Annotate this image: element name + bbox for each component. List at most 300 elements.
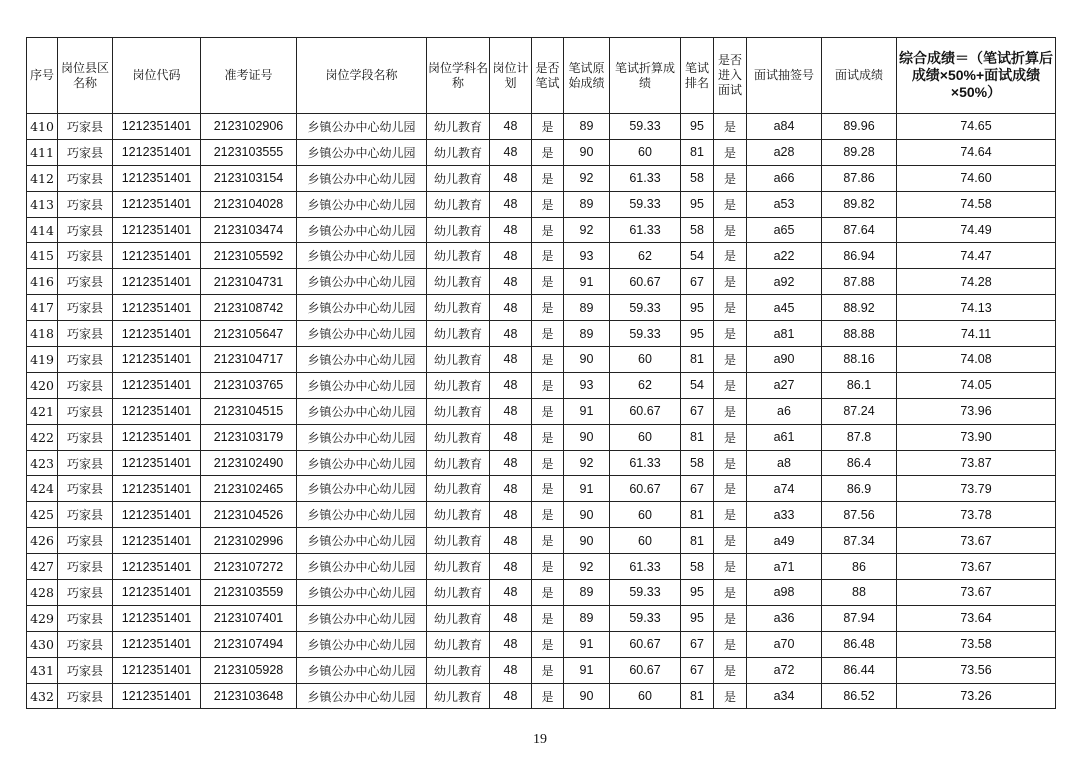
- cell-plan: 48: [490, 372, 532, 398]
- cell-total-score: 73.87: [897, 450, 1056, 476]
- cell-written-rank: 81: [681, 528, 714, 554]
- cell-county: 巧家县: [58, 372, 113, 398]
- cell-draw-number: a90: [747, 347, 822, 373]
- cell-written-rank: 81: [681, 139, 714, 165]
- header-written-converted: 笔试折算成绩: [610, 38, 681, 114]
- cell-admission-no: 2123104717: [201, 347, 297, 373]
- cell-subject: 幼儿教育: [427, 605, 490, 631]
- cell-interview-score: 87.94: [822, 605, 897, 631]
- cell-county: 巧家县: [58, 605, 113, 631]
- cell-interview-entry: 是: [714, 398, 747, 424]
- cell-draw-number: a33: [747, 502, 822, 528]
- cell-admission-no: 2123104028: [201, 191, 297, 217]
- cell-draw-number: a45: [747, 295, 822, 321]
- cell-admission-no: 2123104515: [201, 398, 297, 424]
- cell-admission-no: 2123107272: [201, 554, 297, 580]
- cell-seq: 412: [27, 165, 58, 191]
- cell-stage: 乡镇公办中心幼儿园: [297, 372, 427, 398]
- cell-county: 巧家县: [58, 191, 113, 217]
- cell-written-rank: 95: [681, 605, 714, 631]
- cell-plan: 48: [490, 554, 532, 580]
- cell-draw-number: a98: [747, 580, 822, 606]
- cell-interview-entry: 是: [714, 450, 747, 476]
- cell-written: 是: [532, 347, 564, 373]
- cell-post-code: 1212351401: [113, 217, 201, 243]
- cell-written-raw: 91: [564, 398, 610, 424]
- cell-seq: 422: [27, 424, 58, 450]
- cell-admission-no: 2123103559: [201, 580, 297, 606]
- cell-post-code: 1212351401: [113, 580, 201, 606]
- cell-interview-score: 88.16: [822, 347, 897, 373]
- cell-written-raw: 89: [564, 580, 610, 606]
- cell-draw-number: a92: [747, 269, 822, 295]
- cell-interview-score: 86.9: [822, 476, 897, 502]
- cell-total-score: 73.26: [897, 683, 1056, 709]
- cell-written: 是: [532, 165, 564, 191]
- cell-written-raw: 91: [564, 269, 610, 295]
- cell-subject: 幼儿教育: [427, 528, 490, 554]
- cell-seq: 426: [27, 528, 58, 554]
- cell-written-raw: 89: [564, 191, 610, 217]
- header-plan: 岗位计划: [490, 38, 532, 114]
- cell-interview-score: 86.1: [822, 372, 897, 398]
- cell-written: 是: [532, 295, 564, 321]
- cell-admission-no: 2123102465: [201, 476, 297, 502]
- cell-seq: 417: [27, 295, 58, 321]
- cell-plan: 48: [490, 450, 532, 476]
- table-row: [27, 398, 1056, 424]
- table-row: [27, 114, 1056, 140]
- cell-written-raw: 90: [564, 683, 610, 709]
- cell-plan: 48: [490, 657, 532, 683]
- cell-total-score: 74.60: [897, 165, 1056, 191]
- cell-plan: 48: [490, 139, 532, 165]
- cell-post-code: 1212351401: [113, 398, 201, 424]
- cell-post-code: 1212351401: [113, 372, 201, 398]
- cell-interview-entry: 是: [714, 139, 747, 165]
- cell-draw-number: a81: [747, 321, 822, 347]
- cell-admission-no: 2123107494: [201, 631, 297, 657]
- header-written: 是否笔试: [532, 38, 564, 114]
- cell-written-raw: 89: [564, 321, 610, 347]
- cell-draw-number: a34: [747, 683, 822, 709]
- cell-admission-no: 2123105592: [201, 243, 297, 269]
- cell-stage: 乡镇公办中心幼儿园: [297, 165, 427, 191]
- cell-written: 是: [532, 657, 564, 683]
- cell-stage: 乡镇公办中心幼儿园: [297, 450, 427, 476]
- cell-seq: 428: [27, 580, 58, 606]
- table-row: [27, 139, 1056, 165]
- cell-plan: 48: [490, 347, 532, 373]
- cell-written: 是: [532, 502, 564, 528]
- cell-plan: 48: [490, 502, 532, 528]
- cell-written-converted: 59.33: [610, 321, 681, 347]
- header-seq: 序号: [27, 38, 58, 114]
- cell-interview-score: 86.48: [822, 631, 897, 657]
- table-row: [27, 424, 1056, 450]
- cell-county: 巧家县: [58, 269, 113, 295]
- cell-subject: 幼儿教育: [427, 114, 490, 140]
- cell-total-score: 73.96: [897, 398, 1056, 424]
- cell-stage: 乡镇公办中心幼儿园: [297, 528, 427, 554]
- cell-post-code: 1212351401: [113, 683, 201, 709]
- cell-admission-no: 2123102490: [201, 450, 297, 476]
- cell-written-raw: 93: [564, 372, 610, 398]
- cell-draw-number: a66: [747, 165, 822, 191]
- cell-stage: 乡镇公办中心幼儿园: [297, 269, 427, 295]
- cell-interview-score: 87.24: [822, 398, 897, 424]
- cell-seq: 430: [27, 631, 58, 657]
- header-interview-score: 面试成绩: [822, 38, 897, 114]
- cell-seq: 432: [27, 683, 58, 709]
- cell-county: 巧家县: [58, 398, 113, 424]
- cell-subject: 幼儿教育: [427, 321, 490, 347]
- cell-written-raw: 89: [564, 295, 610, 321]
- table-row: [27, 683, 1056, 709]
- cell-seq: 425: [27, 502, 58, 528]
- cell-seq: 424: [27, 476, 58, 502]
- cell-written: 是: [532, 528, 564, 554]
- cell-total-score: 73.90: [897, 424, 1056, 450]
- cell-written-raw: 89: [564, 114, 610, 140]
- cell-written-rank: 95: [681, 191, 714, 217]
- cell-written-converted: 61.33: [610, 450, 681, 476]
- cell-interview-score: 89.96: [822, 114, 897, 140]
- cell-written-rank: 81: [681, 347, 714, 373]
- page-number: 19: [533, 732, 547, 747]
- cell-interview-entry: 是: [714, 502, 747, 528]
- cell-admission-no: 2123103555: [201, 139, 297, 165]
- cell-written-raw: 90: [564, 424, 610, 450]
- cell-interview-entry: 是: [714, 114, 747, 140]
- cell-county: 巧家县: [58, 631, 113, 657]
- cell-stage: 乡镇公办中心幼儿园: [297, 139, 427, 165]
- cell-total-score: 74.49: [897, 217, 1056, 243]
- cell-interview-score: 87.86: [822, 165, 897, 191]
- cell-plan: 48: [490, 476, 532, 502]
- cell-total-score: 74.47: [897, 243, 1056, 269]
- header-written-raw: 笔试原始成绩: [564, 38, 610, 114]
- cell-written-converted: 60: [610, 528, 681, 554]
- cell-written-rank: 95: [681, 114, 714, 140]
- table-row: [27, 605, 1056, 631]
- cell-interview-score: 88.92: [822, 295, 897, 321]
- cell-admission-no: 2123103765: [201, 372, 297, 398]
- cell-subject: 幼儿教育: [427, 191, 490, 217]
- cell-draw-number: a27: [747, 372, 822, 398]
- cell-interview-entry: 是: [714, 528, 747, 554]
- cell-admission-no: 2123103474: [201, 217, 297, 243]
- cell-county: 巧家县: [58, 217, 113, 243]
- cell-post-code: 1212351401: [113, 295, 201, 321]
- cell-stage: 乡镇公办中心幼儿园: [297, 476, 427, 502]
- cell-interview-entry: 是: [714, 605, 747, 631]
- cell-draw-number: a84: [747, 114, 822, 140]
- cell-written-raw: 91: [564, 657, 610, 683]
- cell-written-converted: 59.33: [610, 114, 681, 140]
- cell-written-raw: 92: [564, 554, 610, 580]
- cell-draw-number: a6: [747, 398, 822, 424]
- cell-admission-no: 2123104731: [201, 269, 297, 295]
- cell-subject: 幼儿教育: [427, 372, 490, 398]
- cell-draw-number: a61: [747, 424, 822, 450]
- cell-written-converted: 59.33: [610, 605, 681, 631]
- cell-interview-entry: 是: [714, 631, 747, 657]
- cell-draw-number: a53: [747, 191, 822, 217]
- cell-interview-entry: 是: [714, 476, 747, 502]
- cell-stage: 乡镇公办中心幼儿园: [297, 114, 427, 140]
- cell-stage: 乡镇公办中心幼儿园: [297, 683, 427, 709]
- cell-stage: 乡镇公办中心幼儿园: [297, 217, 427, 243]
- cell-interview-score: 86.52: [822, 683, 897, 709]
- cell-post-code: 1212351401: [113, 165, 201, 191]
- cell-post-code: 1212351401: [113, 502, 201, 528]
- cell-stage: 乡镇公办中心幼儿园: [297, 502, 427, 528]
- cell-draw-number: a36: [747, 605, 822, 631]
- cell-written: 是: [532, 450, 564, 476]
- cell-written-raw: 91: [564, 476, 610, 502]
- cell-county: 巧家县: [58, 450, 113, 476]
- header-row: [27, 38, 1056, 114]
- cell-interview-entry: 是: [714, 683, 747, 709]
- cell-written-converted: 60: [610, 502, 681, 528]
- cell-written-rank: 67: [681, 631, 714, 657]
- cell-plan: 48: [490, 165, 532, 191]
- cell-written: 是: [532, 631, 564, 657]
- table-row: [27, 631, 1056, 657]
- cell-written-converted: 60.67: [610, 269, 681, 295]
- cell-seq: 415: [27, 243, 58, 269]
- cell-written-rank: 58: [681, 165, 714, 191]
- cell-stage: 乡镇公办中心幼儿园: [297, 631, 427, 657]
- cell-interview-entry: 是: [714, 165, 747, 191]
- cell-total-score: 73.79: [897, 476, 1056, 502]
- table-row: [27, 554, 1056, 580]
- cell-stage: 乡镇公办中心幼儿园: [297, 424, 427, 450]
- cell-seq: 413: [27, 191, 58, 217]
- cell-total-score: 74.11: [897, 321, 1056, 347]
- cell-written-rank: 95: [681, 321, 714, 347]
- cell-interview-entry: 是: [714, 217, 747, 243]
- cell-admission-no: 2123103648: [201, 683, 297, 709]
- cell-written-converted: 62: [610, 243, 681, 269]
- cell-written-raw: 92: [564, 217, 610, 243]
- cell-total-score: 73.56: [897, 657, 1056, 683]
- cell-written-rank: 67: [681, 398, 714, 424]
- cell-written-converted: 60.67: [610, 657, 681, 683]
- cell-subject: 幼儿教育: [427, 398, 490, 424]
- cell-county: 巧家县: [58, 528, 113, 554]
- cell-draw-number: a28: [747, 139, 822, 165]
- header-written-rank: 笔试排名: [681, 38, 714, 114]
- cell-subject: 幼儿教育: [427, 165, 490, 191]
- cell-county: 巧家县: [58, 139, 113, 165]
- cell-seq: 429: [27, 605, 58, 631]
- cell-draw-number: a74: [747, 476, 822, 502]
- cell-written: 是: [532, 605, 564, 631]
- cell-post-code: 1212351401: [113, 476, 201, 502]
- cell-interview-entry: 是: [714, 347, 747, 373]
- cell-plan: 48: [490, 295, 532, 321]
- cell-county: 巧家县: [58, 114, 113, 140]
- cell-subject: 幼儿教育: [427, 502, 490, 528]
- cell-county: 巧家县: [58, 580, 113, 606]
- cell-plan: 48: [490, 580, 532, 606]
- cell-interview-entry: 是: [714, 191, 747, 217]
- cell-post-code: 1212351401: [113, 424, 201, 450]
- cell-seq: 423: [27, 450, 58, 476]
- cell-seq: 411: [27, 139, 58, 165]
- cell-subject: 幼儿教育: [427, 683, 490, 709]
- cell-seq: 431: [27, 657, 58, 683]
- cell-interview-score: 86.4: [822, 450, 897, 476]
- cell-seq: 419: [27, 347, 58, 373]
- header-stage: 岗位学段名称: [297, 38, 427, 114]
- cell-written-raw: 92: [564, 165, 610, 191]
- cell-plan: 48: [490, 321, 532, 347]
- cell-written-rank: 95: [681, 580, 714, 606]
- cell-seq: 418: [27, 321, 58, 347]
- cell-subject: 幼儿教育: [427, 450, 490, 476]
- cell-plan: 48: [490, 217, 532, 243]
- cell-admission-no: 2123102906: [201, 114, 297, 140]
- cell-total-score: 74.64: [897, 139, 1056, 165]
- cell-interview-score: 87.64: [822, 217, 897, 243]
- cell-written-rank: 95: [681, 295, 714, 321]
- cell-written-converted: 59.33: [610, 580, 681, 606]
- cell-interview-entry: 是: [714, 243, 747, 269]
- cell-county: 巧家县: [58, 243, 113, 269]
- cell-plan: 48: [490, 243, 532, 269]
- cell-interview-entry: 是: [714, 580, 747, 606]
- table-row: [27, 165, 1056, 191]
- cell-admission-no: 2123105928: [201, 657, 297, 683]
- cell-admission-no: 2123108742: [201, 295, 297, 321]
- cell-plan: 48: [490, 269, 532, 295]
- cell-post-code: 1212351401: [113, 657, 201, 683]
- cell-subject: 幼儿教育: [427, 139, 490, 165]
- cell-written: 是: [532, 321, 564, 347]
- cell-written-raw: 89: [564, 605, 610, 631]
- cell-total-score: 74.58: [897, 191, 1056, 217]
- cell-written-converted: 60: [610, 424, 681, 450]
- cell-seq: 421: [27, 398, 58, 424]
- cell-written-converted: 62: [610, 372, 681, 398]
- cell-post-code: 1212351401: [113, 347, 201, 373]
- table-row: [27, 217, 1056, 243]
- cell-post-code: 1212351401: [113, 191, 201, 217]
- cell-draw-number: a71: [747, 554, 822, 580]
- cell-subject: 幼儿教育: [427, 657, 490, 683]
- cell-admission-no: 2123103154: [201, 165, 297, 191]
- cell-stage: 乡镇公办中心幼儿园: [297, 295, 427, 321]
- cell-draw-number: a70: [747, 631, 822, 657]
- cell-post-code: 1212351401: [113, 528, 201, 554]
- cell-written-rank: 67: [681, 657, 714, 683]
- cell-post-code: 1212351401: [113, 139, 201, 165]
- cell-written-rank: 67: [681, 269, 714, 295]
- cell-interview-score: 87.88: [822, 269, 897, 295]
- cell-written-raw: 91: [564, 631, 610, 657]
- cell-interview-entry: 是: [714, 269, 747, 295]
- cell-stage: 乡镇公办中心幼儿园: [297, 580, 427, 606]
- cell-written-converted: 60: [610, 347, 681, 373]
- cell-subject: 幼儿教育: [427, 217, 490, 243]
- cell-county: 巧家县: [58, 683, 113, 709]
- cell-county: 巧家县: [58, 347, 113, 373]
- cell-post-code: 1212351401: [113, 450, 201, 476]
- cell-interview-entry: 是: [714, 657, 747, 683]
- cell-total-score: 73.58: [897, 631, 1056, 657]
- cell-interview-score: 87.8: [822, 424, 897, 450]
- cell-draw-number: a49: [747, 528, 822, 554]
- cell-county: 巧家县: [58, 502, 113, 528]
- cell-county: 巧家县: [58, 424, 113, 450]
- cell-total-score: 73.67: [897, 528, 1056, 554]
- table-row: [27, 372, 1056, 398]
- cell-written-converted: 59.33: [610, 295, 681, 321]
- cell-written-converted: 60.67: [610, 398, 681, 424]
- cell-admission-no: 2123104526: [201, 502, 297, 528]
- cell-written-raw: 93: [564, 243, 610, 269]
- cell-written-rank: 81: [681, 683, 714, 709]
- cell-written-rank: 67: [681, 476, 714, 502]
- cell-plan: 48: [490, 398, 532, 424]
- cell-admission-no: 2123103179: [201, 424, 297, 450]
- cell-total-score: 73.67: [897, 554, 1056, 580]
- cell-post-code: 1212351401: [113, 269, 201, 295]
- table-row: [27, 502, 1056, 528]
- cell-interview-score: 89.82: [822, 191, 897, 217]
- cell-written-converted: 59.33: [610, 191, 681, 217]
- cell-written-rank: 54: [681, 372, 714, 398]
- cell-written-rank: 58: [681, 554, 714, 580]
- cell-stage: 乡镇公办中心幼儿园: [297, 605, 427, 631]
- cell-written-raw: 92: [564, 450, 610, 476]
- cell-subject: 幼儿教育: [427, 347, 490, 373]
- cell-plan: 48: [490, 683, 532, 709]
- cell-plan: 48: [490, 114, 532, 140]
- header-total-score: 综合成绩＝（笔试折算后成绩×50%+面试成绩×50%）: [897, 38, 1056, 114]
- table-row: [27, 580, 1056, 606]
- cell-written: 是: [532, 554, 564, 580]
- cell-stage: 乡镇公办中心幼儿园: [297, 191, 427, 217]
- cell-interview-score: 86.44: [822, 657, 897, 683]
- header-county: 岗位县区名称: [58, 38, 113, 114]
- cell-subject: 幼儿教育: [427, 243, 490, 269]
- cell-subject: 幼儿教育: [427, 631, 490, 657]
- cell-written: 是: [532, 243, 564, 269]
- cell-written-raw: 90: [564, 502, 610, 528]
- cell-county: 巧家县: [58, 165, 113, 191]
- cell-stage: 乡镇公办中心幼儿园: [297, 554, 427, 580]
- cell-subject: 幼儿教育: [427, 580, 490, 606]
- cell-interview-score: 87.56: [822, 502, 897, 528]
- cell-written-rank: 81: [681, 502, 714, 528]
- cell-written: 是: [532, 398, 564, 424]
- cell-post-code: 1212351401: [113, 243, 201, 269]
- cell-county: 巧家县: [58, 657, 113, 683]
- cell-subject: 幼儿教育: [427, 424, 490, 450]
- cell-plan: 48: [490, 631, 532, 657]
- header-draw-number: 面试抽签号: [747, 38, 822, 114]
- cell-interview-entry: 是: [714, 554, 747, 580]
- cell-written: 是: [532, 139, 564, 165]
- cell-written-converted: 60: [610, 683, 681, 709]
- cell-interview-score: 89.28: [822, 139, 897, 165]
- cell-subject: 幼儿教育: [427, 269, 490, 295]
- cell-admission-no: 2123102996: [201, 528, 297, 554]
